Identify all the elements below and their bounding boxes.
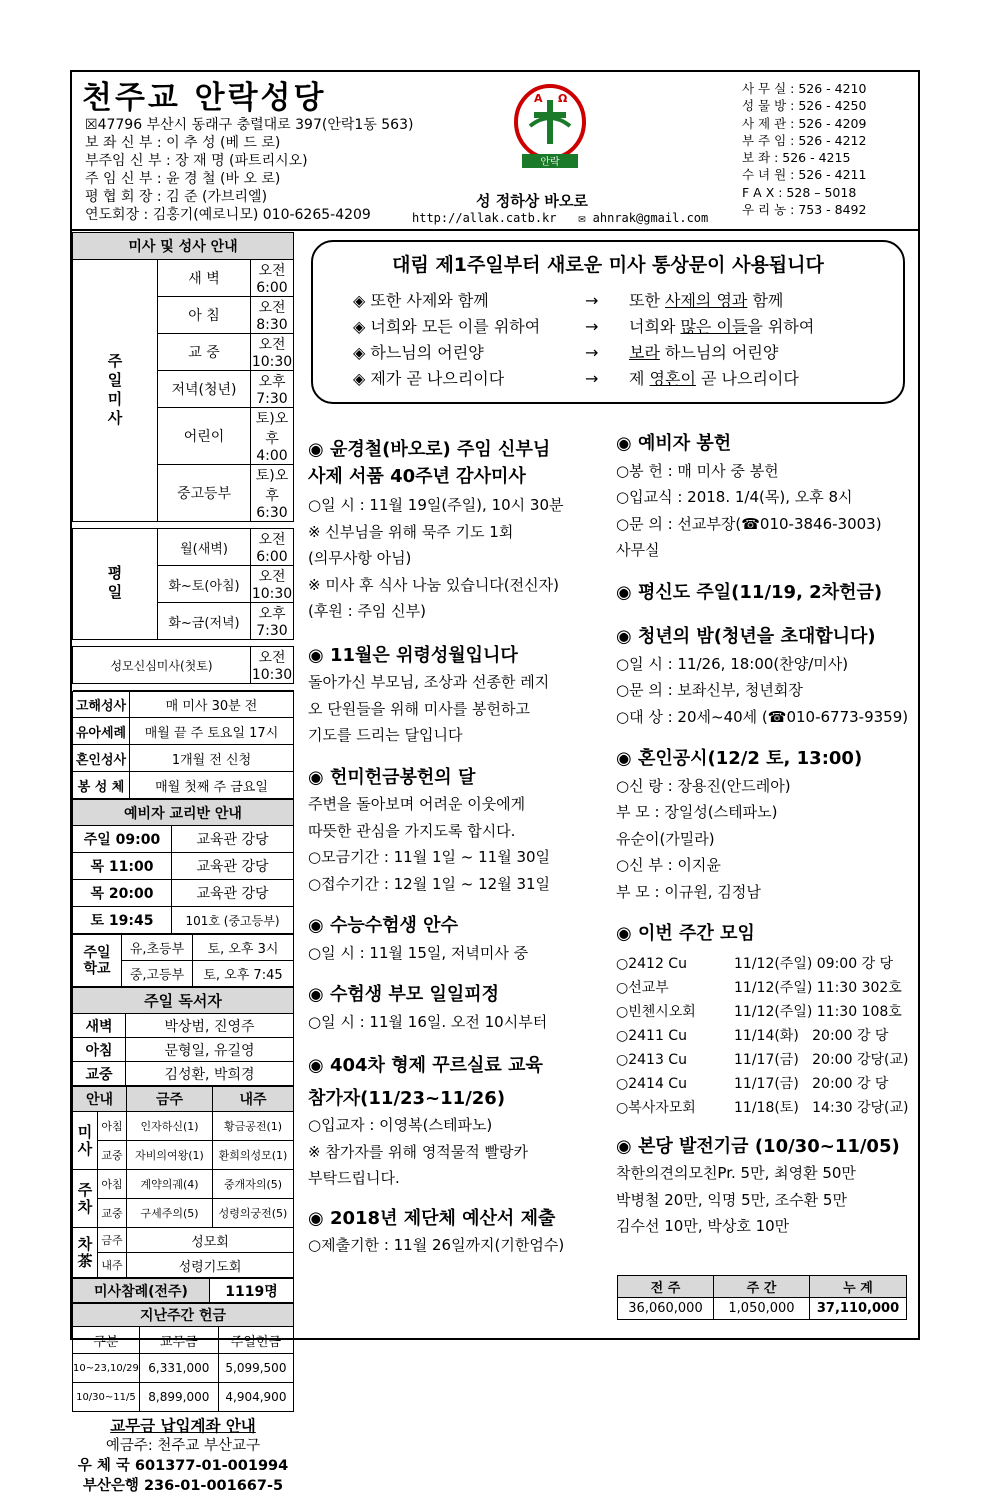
guide-group: 중개자의(5): [213, 1170, 294, 1199]
account-title: 교무금 납입계좌 안내: [110, 1417, 256, 1435]
svg-text:Ω: Ω: [558, 92, 568, 105]
phone-line: 우 리 농 : 753 - 8492: [742, 202, 867, 218]
new-text-part: 너희와: [629, 317, 681, 336]
notice-line: ○대 상 : 20세~40세 (☎010-6773-9359): [616, 707, 909, 726]
old-text: ◈ 제가 곧 나으리이다: [353, 369, 505, 388]
reader-slot: 교중: [73, 1062, 126, 1086]
old-text: ◈ 또한 사제와 함께: [353, 291, 489, 310]
meeting-time: 11/12(주일) 11:30 302호: [734, 979, 902, 996]
notice-line: ○일 시 : 11/26, 18:00(찬양/미사): [616, 654, 849, 673]
account-line: 예금주: 천주교 부산교구: [105, 1438, 261, 1454]
reader-names: 문형일, 유길영: [126, 1038, 294, 1062]
guide-slot: 내주: [98, 1253, 127, 1278]
guide-mass-label: [73, 1112, 98, 1170]
notice-line: (후원 : 주임 신부): [308, 602, 427, 620]
staff-line: 연도회장 : 김홍기(예로니모) 010-6265-4209: [85, 207, 371, 223]
notice-line: ○일 시 : 11월 15일, 저녁미사 중: [308, 943, 529, 962]
schedule-name: 아 침: [158, 297, 251, 334]
school-time: 토, 오후 7:45: [193, 961, 294, 987]
notice-line: ※ 신부님을 위해 묵주 기도 1회: [308, 522, 514, 541]
old-text: ◈ 하느님의 어린양: [353, 343, 484, 362]
offering-value: 4,904,900: [218, 1383, 293, 1412]
notice-line: (의무사항 아님): [308, 549, 412, 567]
new-text-emph: 영혼이: [649, 369, 696, 388]
arrow-icon: →: [585, 317, 599, 336]
notice-heading: ◉ 11월은 위령성월입니다: [308, 644, 518, 666]
notice-line: 부 모 : 장일성(스테파노): [616, 803, 778, 821]
sacrament-info: 매월 끝 주 토요일 17시: [130, 718, 294, 745]
notice-line: ○모금기간 : 11월 1일 ~ 11월 30일: [308, 848, 551, 866]
fund-value: 1,050,000: [714, 1298, 810, 1320]
phone-line: 사 무 실 : 526 - 4210: [742, 81, 867, 96]
notice-heading: ◉ 404차 형제 꾸르실료 교육: [308, 1055, 543, 1076]
class-place: 101호 (중고등부): [172, 907, 294, 934]
schedule-time: 오전 6:00: [251, 529, 294, 566]
notice-line: ○일 시 : 11월 16일. 오전 10시부터: [308, 1012, 548, 1031]
fund-total-table: [617, 1275, 907, 1320]
header-divider: [70, 229, 920, 231]
guide-slot: 교중: [98, 1199, 127, 1228]
reader-names: 김성환, 박희경: [126, 1062, 294, 1086]
phone-line: F A X : 528 – 5018: [742, 184, 857, 200]
notice-line: 기도를 드리는 달입니다: [308, 726, 463, 744]
notice-40th-anniversary: [308, 437, 608, 625]
offering-value: 6,331,000: [139, 1354, 218, 1383]
school-group: 중,고등부: [122, 961, 193, 987]
school-group: 유,초등부: [122, 935, 193, 961]
missal-announcement: [311, 240, 905, 404]
schedule-time: 오후 7:30: [251, 603, 294, 640]
new-text: [629, 288, 783, 314]
new-text-part: 하느님의 어린양: [659, 343, 779, 362]
meeting-group: ○2412 Cu: [616, 955, 687, 972]
catechumen-table: [72, 799, 294, 934]
account-info: [72, 1412, 294, 1496]
guide-group: 성모회: [127, 1228, 294, 1253]
new-text-part: 곧 나으리이다: [695, 369, 799, 388]
old-text: ◈ 너희와 모든 이를 위하여: [353, 317, 541, 336]
schedule-name: 중고등부: [158, 465, 251, 522]
new-text: [629, 340, 778, 366]
guide-slot: 금주: [98, 1228, 127, 1253]
notice-heading: ◉ 수험생 부모 일일피정: [308, 984, 499, 1005]
sunday-school-label: [73, 935, 122, 987]
class-place: 교육관 강당: [172, 853, 294, 880]
staff-line: 주 임 신 부 : 윤 경 철 (바 오 로): [85, 171, 281, 187]
meeting-group: ○2413 Cu: [616, 1051, 687, 1068]
notice-line: ※ 참가자를 위해 영적물적 빨랑카: [308, 1142, 529, 1161]
offering-value: 5,099,500: [218, 1354, 293, 1383]
fund-head: 전 주: [618, 1276, 714, 1298]
staff-line: 평 협 회 장 : 김 준 (가브리엘): [85, 189, 268, 205]
phone-line: 부 주 임 : 526 - 4212: [742, 132, 867, 148]
notice-heading: ◉ 이번 주간 모임: [616, 923, 755, 944]
guide-tea-label: [73, 1228, 98, 1278]
phone-line: 보 좌 : 526 - 4215: [742, 150, 851, 166]
notice-line: ○제출기한 : 11월 26일까지(기한엄수): [308, 1236, 565, 1254]
guide-group: 황금공전(1): [213, 1112, 294, 1141]
schedule-name: 새 벽: [158, 260, 251, 297]
notice-line: 돌아가신 부모님, 조상과 선종한 레지: [308, 673, 550, 691]
notice-heading: ◉ 수능수험생 안수: [308, 915, 458, 936]
notice-line: ○입교식 : 2018. 1/4(목), 오후 8시: [616, 488, 853, 506]
mail-icon: ☒: [85, 117, 98, 133]
staff-line: 보 좌 신 부 : 이 추 성 (베 드 로): [85, 135, 281, 151]
phone-line: 수 녀 원 : 526 - 4211: [742, 167, 867, 183]
sacrament-name: 봉 성 체: [73, 772, 130, 799]
class-place: 교육관 강당: [172, 826, 294, 853]
sacrament-name: 고해성사: [73, 692, 130, 718]
section-title: 주일 독서자: [73, 988, 294, 1014]
class-time: 토 19:45: [73, 907, 172, 934]
offering-head: 주일헌금: [218, 1327, 293, 1354]
notice-youth-night: [616, 624, 916, 730]
guide-group: 구세주의(5): [127, 1199, 213, 1228]
sacrament-name: 유아세례: [73, 718, 130, 745]
attendance-label: 미사참례(전주): [73, 1279, 210, 1303]
guide-group: 계약의궤(4): [127, 1170, 213, 1199]
guide-group: 환희의성모(1): [213, 1141, 294, 1170]
account-line: 우 체 국 601377-01-001994: [77, 1458, 289, 1474]
sacrament-table: [72, 691, 294, 799]
notice-laity-sunday: [616, 580, 916, 607]
website-line: [412, 211, 708, 225]
schedule-time: 오전 10:30: [251, 647, 294, 684]
guide-group: 자비의여왕(1): [127, 1141, 213, 1170]
meeting-list: [616, 952, 916, 1120]
notice-parent-retreat: [308, 982, 608, 1035]
announcement-row: [353, 366, 814, 392]
email-icon: ✉: [578, 211, 586, 225]
notice-heading: ◉ 헌미헌금봉헌의 달: [308, 766, 476, 788]
new-text: [629, 366, 799, 392]
patron-saint: 성 정하상 바오로: [476, 192, 588, 210]
account-line: 부산은행 236-01-001667-5: [82, 1478, 284, 1494]
class-time: 목 20:00: [73, 880, 172, 907]
notice-november: [308, 643, 608, 749]
schedule-time: 토)오후 6:30: [251, 465, 294, 522]
new-text-part: 또한: [629, 291, 665, 310]
guide-parking-label: [73, 1170, 98, 1228]
notice-line: 박병철 20만, 익명 5만, 조수환 5만: [616, 1190, 847, 1209]
svg-text:안락: 안락: [540, 157, 560, 168]
spacer: [73, 684, 294, 691]
staff-line: 부주임 신 부 : 장 재 명 (파트리시오): [85, 153, 308, 169]
phone-directory: [742, 80, 866, 218]
reader-slot: 새벽: [73, 1014, 126, 1038]
meeting-group: ○2411 Cu: [616, 1027, 687, 1044]
guide-group: 성령의궁전(5): [213, 1199, 294, 1228]
middle-column: [308, 437, 608, 1259]
meeting-time: 11/18(토) 14:30 강당(교): [734, 1099, 909, 1116]
announcement-row: [353, 340, 814, 366]
notice-line: 주변을 돌아보며 어려운 이웃에게: [308, 795, 526, 813]
schedule-time: 토)오후 4:00: [251, 408, 294, 465]
notice-line: 김수선 10만, 박상호 10만: [616, 1217, 790, 1235]
arrow-icon: →: [585, 369, 599, 388]
schedule-name: 성모신심미사(첫토): [73, 647, 251, 684]
fund-value: 36,060,000: [618, 1298, 714, 1320]
notice-development-fund: [616, 1134, 916, 1240]
schedule-name: 화~금(저녁): [158, 603, 251, 640]
arrow-icon: →: [585, 291, 599, 310]
offering-value: 8,899,000: [139, 1383, 218, 1412]
fund-total-value: 37,110,000: [810, 1298, 907, 1320]
notice-line: 사무실: [616, 541, 660, 559]
church-title: 천주교 안락성당: [82, 80, 327, 116]
schedule-time: 오전 8:30: [251, 297, 294, 334]
guide-mass-label-text: 미사: [77, 1122, 93, 1158]
phone-line: 성 물 방 : 526 - 4250: [742, 98, 867, 114]
spacer: [73, 522, 294, 529]
new-text-part: 제: [629, 369, 650, 388]
guide-tea-label-text: 차茶: [77, 1234, 93, 1270]
mass-schedule-table: [72, 232, 294, 691]
schedule-time: 오전 10:30: [251, 334, 294, 371]
class-time: 목 11:00: [73, 853, 172, 880]
notice-heading: ◉ 2018년 제단체 예산서 제출: [308, 1207, 556, 1229]
sacrament-info: 매월 첫째 주 금요일: [130, 772, 294, 799]
address: 47796 부산시 동래구 충렬대로 397(안락1동 563): [97, 117, 414, 133]
offering-head: 구분: [73, 1327, 140, 1354]
meeting-group: ○빈첸시오회: [616, 1003, 696, 1020]
header-info: [85, 116, 413, 224]
schedule-name: 교 중: [158, 334, 251, 371]
meeting-row: [616, 1048, 916, 1072]
notice-line: ○문 의 : 선교부장(☎010-3846-3003): [616, 514, 882, 533]
attendance-value: 1119명: [210, 1279, 294, 1303]
reader-names: 박상범, 진영주: [126, 1014, 294, 1038]
schedule-time: 오전 10:30: [251, 566, 294, 603]
meeting-time: 11/17(금) 20:00 강당(교): [734, 1051, 909, 1068]
sacrament-info: 1개월 전 신청: [130, 745, 294, 772]
notice-line: 따뜻한 관심을 가지도록 합시다.: [308, 821, 516, 840]
class-time: 주일 09:00: [73, 826, 172, 853]
website-link[interactable]: http://allak.catb.kr: [412, 211, 557, 225]
reader-slot: 아침: [73, 1038, 126, 1062]
meeting-row: [616, 1096, 916, 1120]
notice-heading: 사제 서품 40주년 감사미사: [308, 465, 526, 487]
school-time: 토, 오후 3시: [193, 935, 294, 961]
guide-slot: 아침: [98, 1112, 127, 1141]
guide-group: 성령기도회: [127, 1253, 294, 1278]
offering-head: 교무금: [139, 1327, 218, 1354]
notice-rice-offering: [308, 765, 608, 898]
notice-cursillo: [308, 1053, 608, 1192]
notice-budget: [308, 1206, 608, 1259]
attendance-table: [72, 1278, 294, 1303]
section-title: 지난주간 헌금: [73, 1304, 294, 1327]
sacrament-name: 혼인성사: [73, 745, 130, 772]
meeting-row: [616, 952, 916, 976]
notice-line: 오 단원들을 위해 미사를 봉헌하고: [308, 699, 530, 718]
announcement-rows: [353, 288, 814, 392]
meeting-time: 11/12(주일) 11:30 108호: [734, 1003, 902, 1020]
announcement-row: [353, 288, 814, 314]
notice-line: ○문 의 : 보좌신부, 청년회장: [616, 681, 803, 699]
notice-line: ○신 랑 : 장용진(안드레아): [616, 776, 791, 795]
guide-table: [72, 1086, 294, 1278]
notice-catechumen: [616, 431, 916, 564]
email-link[interactable]: ahnrak@gmail.com: [592, 211, 709, 225]
class-place: 교육관 강당: [172, 880, 294, 907]
spacer: [73, 640, 294, 647]
new-text-emph: 많은 이들: [680, 317, 748, 336]
notice-heading: ◉ 평신도 주일(11/19, 2차헌금): [616, 581, 883, 603]
sunday-label: 주일미사: [73, 260, 158, 522]
guide-head: 안내: [73, 1087, 127, 1112]
notice-line: 유순이(가밀라): [616, 829, 715, 848]
meeting-row: [616, 1072, 916, 1096]
notice-line: 부탁드립니다.: [308, 1169, 400, 1187]
notice-line: ○일 시 : 11월 19일(주일), 10시 30분: [308, 496, 564, 514]
notice-exam-blessing: [308, 913, 608, 966]
notice-heading: ◉ 청년의 밤(청년을 초대합니다): [616, 626, 876, 647]
notice-line: ○신 부 : 이지윤: [616, 856, 721, 874]
sunday-school-label-text: 주일학교: [83, 944, 111, 977]
notice-heading: 참가자(11/23~11/26): [308, 1087, 506, 1109]
readers-table: [72, 987, 294, 1086]
announcement-row: [353, 314, 814, 340]
section-title: 예비자 교리반 안내: [73, 800, 294, 826]
new-text-part: 을 위하여: [747, 317, 815, 336]
new-text-emph: 사제의 영과: [665, 291, 748, 310]
new-text-emph: 보라: [629, 343, 660, 362]
sacrament-info: 매 미사 30분 전: [130, 692, 294, 718]
notice-heading: ◉ 윤경철(바오로) 주임 신부님: [308, 439, 551, 460]
notice-line: ○봉 헌 : 매 미사 중 봉헌: [616, 461, 779, 480]
schedule-name: 어린이: [158, 408, 251, 465]
guide-slot: 아침: [98, 1170, 127, 1199]
guide-head: 내주: [213, 1087, 294, 1112]
offering-period: 10~23,10/29: [73, 1354, 140, 1383]
schedule-name: 화~토(아침): [158, 566, 251, 603]
schedule-name: 월(새벽): [158, 529, 251, 566]
meeting-group: ○복사자모회: [616, 1099, 696, 1116]
phone-line: 사 제 관 : 526 - 4209: [742, 115, 867, 131]
section-title: 미사 및 성사 안내: [73, 233, 294, 260]
notice-heading: ◉ 예비자 봉헌: [616, 433, 732, 454]
notice-wedding: [616, 746, 916, 905]
notice-line: 착한의견의모친Pr. 5만, 최영환 50만: [616, 1164, 856, 1182]
new-text: [629, 314, 814, 340]
notice-line: ○입교자 : 이영복(스테파노): [308, 1116, 493, 1134]
right-column: [616, 431, 916, 1240]
meeting-time: 11/14(화) 20:00 강 당: [734, 1027, 889, 1044]
meeting-group: ○선교부: [616, 979, 669, 996]
guide-slot: 교중: [98, 1141, 127, 1170]
notice-line: ○접수기간 : 12월 1일 ~ 12월 31일: [308, 874, 551, 893]
sidebar: [72, 232, 294, 1496]
fund-head: 누 계: [810, 1276, 907, 1298]
meeting-time: 11/12(주일) 09:00 강 당: [734, 955, 894, 972]
offering-table: [72, 1303, 294, 1412]
fund-head: 주 간: [714, 1276, 810, 1298]
guide-group: 인자하신(1): [127, 1112, 213, 1141]
notice-line: ※ 미사 후 식사 나눔 있습니다(전신자): [308, 575, 559, 594]
weekday-label: 평일: [73, 529, 158, 640]
parish-logo: [508, 80, 592, 178]
arrow-icon: →: [585, 343, 599, 362]
announcement-title: 대림 제1주일부터 새로운 미사 통상문이 사용됩니다: [392, 254, 824, 276]
schedule-time: 오전 6:00: [251, 260, 294, 297]
notice-line: 부 모 : 이규원, 김정남: [616, 882, 761, 901]
offering-period: 10/30~11/5: [73, 1383, 140, 1412]
schedule-time: 오후 7:30: [251, 371, 294, 408]
notice-meetings: [616, 921, 916, 1120]
schedule-name: 저녁(청년): [158, 371, 251, 408]
new-text-part: 함께: [747, 291, 784, 310]
sunday-school-table: [72, 934, 294, 987]
notice-heading: ◉ 혼인공시(12/2 토, 13:00): [616, 748, 863, 769]
meeting-row: [616, 1000, 916, 1024]
guide-head: 금주: [127, 1087, 213, 1112]
svg-text:A: A: [534, 92, 543, 105]
meeting-time: 11/17(금) 20:00 강 당: [734, 1075, 889, 1092]
meeting-row: [616, 976, 916, 1000]
guide-parking-label-text: 주차: [77, 1180, 93, 1216]
meeting-group: ○2414 Cu: [616, 1075, 687, 1092]
meeting-row: [616, 1024, 916, 1048]
notice-heading: ◉ 본당 발전기금 (10/30~11/05): [616, 1135, 900, 1157]
